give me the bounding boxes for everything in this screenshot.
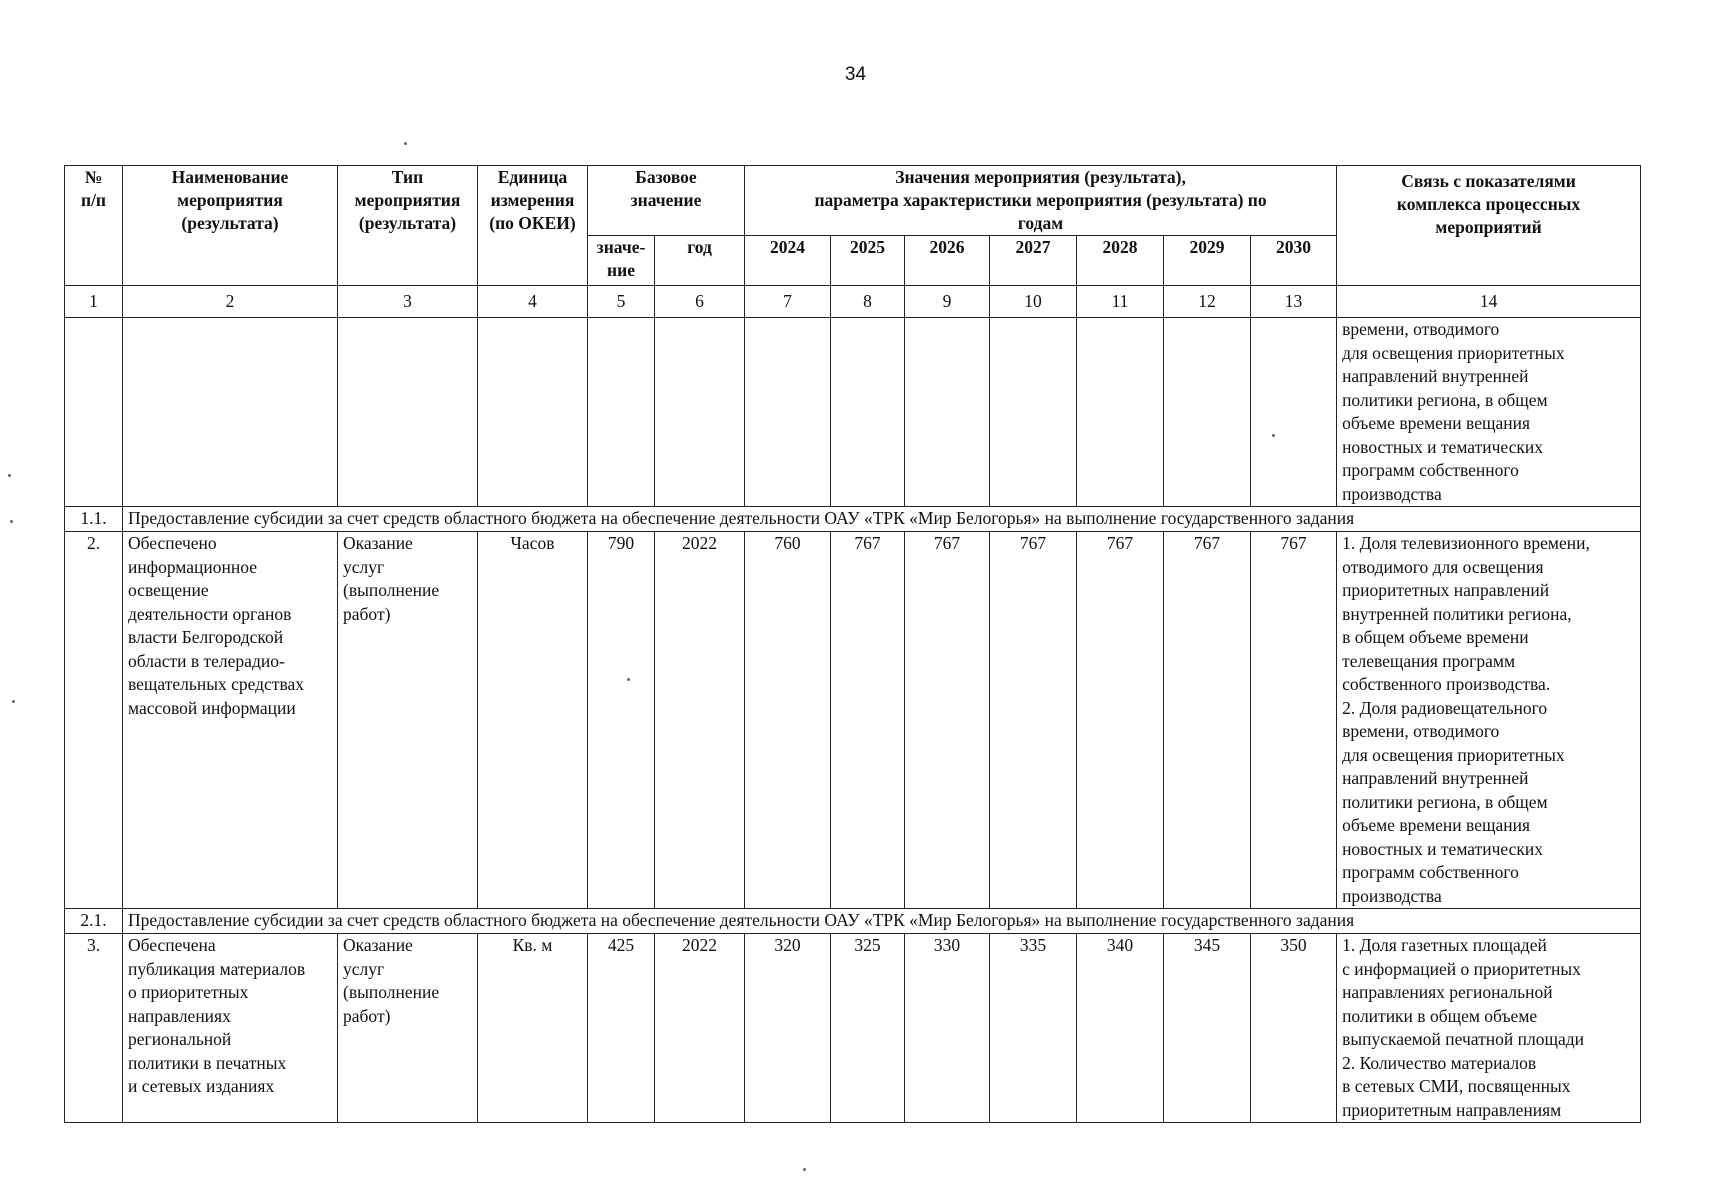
- cell-year-value: 345: [1164, 934, 1251, 1123]
- scan-speck: [803, 1168, 806, 1171]
- cell-base-year: 2022: [655, 532, 745, 909]
- cell-unit: Кв. м: [478, 934, 588, 1123]
- column-number: 5: [588, 286, 655, 318]
- cell-type: Оказание услуг (выполнение работ): [338, 934, 478, 1123]
- scan-speck: [10, 520, 13, 523]
- header-number: № п/п: [65, 166, 123, 286]
- cell-year-value: 760: [745, 532, 831, 909]
- column-number: 2: [123, 286, 338, 318]
- cell-year-value: 767: [1077, 532, 1164, 909]
- column-number: 9: [905, 286, 990, 318]
- cell-number: 2.: [65, 532, 123, 909]
- cell-base-value: 425: [588, 934, 655, 1123]
- cell-year-value: 767: [990, 532, 1077, 909]
- cell-empty: [65, 318, 123, 507]
- cell-year-value: 767: [905, 532, 990, 909]
- header-year: 2025: [831, 236, 905, 286]
- header-link: Связь с показателями комплекса процессных мероприятий: [1337, 166, 1641, 286]
- header-name: Наименование мероприятия (результата): [123, 166, 338, 286]
- column-number: 13: [1251, 286, 1337, 318]
- cell-empty: [1077, 318, 1164, 507]
- header-year: 2026: [905, 236, 990, 286]
- scan-speck: [404, 142, 407, 145]
- cell-year-value: 340: [1077, 934, 1164, 1123]
- scan-speck: [12, 700, 15, 703]
- header-base: Базовое значение: [588, 166, 745, 236]
- header-type: Тип мероприятия (результата): [338, 166, 478, 286]
- header-year: 2028: [1077, 236, 1164, 286]
- column-number: 8: [831, 286, 905, 318]
- header-year: 2030: [1251, 236, 1337, 286]
- cell-empty: [655, 318, 745, 507]
- cell-empty: [1251, 318, 1337, 507]
- cell-empty: [123, 318, 338, 507]
- cell-empty: [905, 318, 990, 507]
- cell-empty: [478, 318, 588, 507]
- column-number: 6: [655, 286, 745, 318]
- cell-subitem-text: Предоставление субсидии за счет средств областного бюджета на обеспечение деятельности ОАУ «ТРК «Мир Белогорья» на выполнение государственного задания: [123, 909, 1641, 934]
- header-base-year: год: [655, 236, 745, 286]
- cell-year-value: 335: [990, 934, 1077, 1123]
- cell-subitem-text: Предоставление субсидии за счет средств областного бюджета на обеспечение деятельности ОАУ «ТРК «Мир Белогорья» на выполнение государственного задания: [123, 507, 1641, 532]
- column-number: 12: [1164, 286, 1251, 318]
- header-year: 2027: [990, 236, 1077, 286]
- cell-number: 1.1.: [65, 507, 123, 532]
- cell-year-value: 350: [1251, 934, 1337, 1123]
- cell-number: 3.: [65, 934, 123, 1123]
- column-number: 10: [990, 286, 1077, 318]
- column-number: 14: [1337, 286, 1641, 318]
- column-number: 1: [65, 286, 123, 318]
- header-base-value: значе- ние: [588, 236, 655, 286]
- page-number: 34: [844, 64, 867, 85]
- cell-unit: Часов: [478, 532, 588, 909]
- cell-year-value: 320: [745, 934, 831, 1123]
- cell-name: Обеспечена публикация материалов о приоритетных направлениях региональной политики в печатных и сетевых изданиях: [123, 934, 338, 1123]
- cell-year-value: 767: [1164, 532, 1251, 909]
- subitem-row: [65, 909, 1641, 934]
- cell-link: 1. Доля телевизионного времени, отводимого для освещения приоритетных направлений внутренней политики региона, в общем объеме времени телевещания программ собственного производства. 2. Доля радиовещательного времени, отводимого для освещения приоритетных направлений внутренней политики региона, в общем объеме времени вещания новостных и тематических программ собственного производства: [1337, 532, 1641, 909]
- cell-empty: [338, 318, 478, 507]
- cell-year-value: 325: [831, 934, 905, 1123]
- scan-speck: [8, 474, 11, 477]
- cell-base-year: 2022: [655, 934, 745, 1123]
- column-number-row: [65, 286, 1641, 318]
- cell-year-value: 330: [905, 934, 990, 1123]
- cell-empty: [831, 318, 905, 507]
- header-values-group: Значения мероприятия (результата), параметра характеристики мероприятия (результата) по годам: [745, 166, 1337, 236]
- column-number: 11: [1077, 286, 1164, 318]
- cell-year-value: 767: [1251, 532, 1337, 909]
- measures-table: [64, 165, 1641, 1123]
- cell-link: 1. Доля газетных площадей с информацией о приоритетных направлениях региональной политики в общем объеме выпускаемой печатной площади 2. Количество материалов в сетевых СМИ, посвященных приоритетным направлениям: [1337, 934, 1641, 1123]
- cell-link-continuation: времени, отводимого для освещения приоритетных направлений внутренней политики региона, в общем объеме времени вещания новостных и тематических программ собственного производства: [1337, 318, 1641, 507]
- subitem-row: [65, 507, 1641, 532]
- cell-year-value: 767: [831, 532, 905, 909]
- column-number: 4: [478, 286, 588, 318]
- header-unit: Единица измерения (по ОКЕИ): [478, 166, 588, 286]
- header-year: 2029: [1164, 236, 1251, 286]
- cell-empty: [745, 318, 831, 507]
- cell-empty: [990, 318, 1077, 507]
- column-number: 7: [745, 286, 831, 318]
- column-number: 3: [338, 286, 478, 318]
- cell-empty: [588, 318, 655, 507]
- item-row: [65, 934, 1641, 1123]
- cell-name: Обеспечено информационное освещение деятельности органов власти Белгородской области в телерадио- вещательных средствах массовой информации: [123, 532, 338, 909]
- cell-number: 2.1.: [65, 909, 123, 934]
- cell-base-value: 790: [588, 532, 655, 909]
- header-year: 2024: [745, 236, 831, 286]
- measures-table-container: [64, 165, 1640, 1123]
- item-row: [65, 532, 1641, 909]
- continuation-row: [65, 318, 1641, 507]
- cell-type: Оказание услуг (выполнение работ): [338, 532, 478, 909]
- cell-empty: [1164, 318, 1251, 507]
